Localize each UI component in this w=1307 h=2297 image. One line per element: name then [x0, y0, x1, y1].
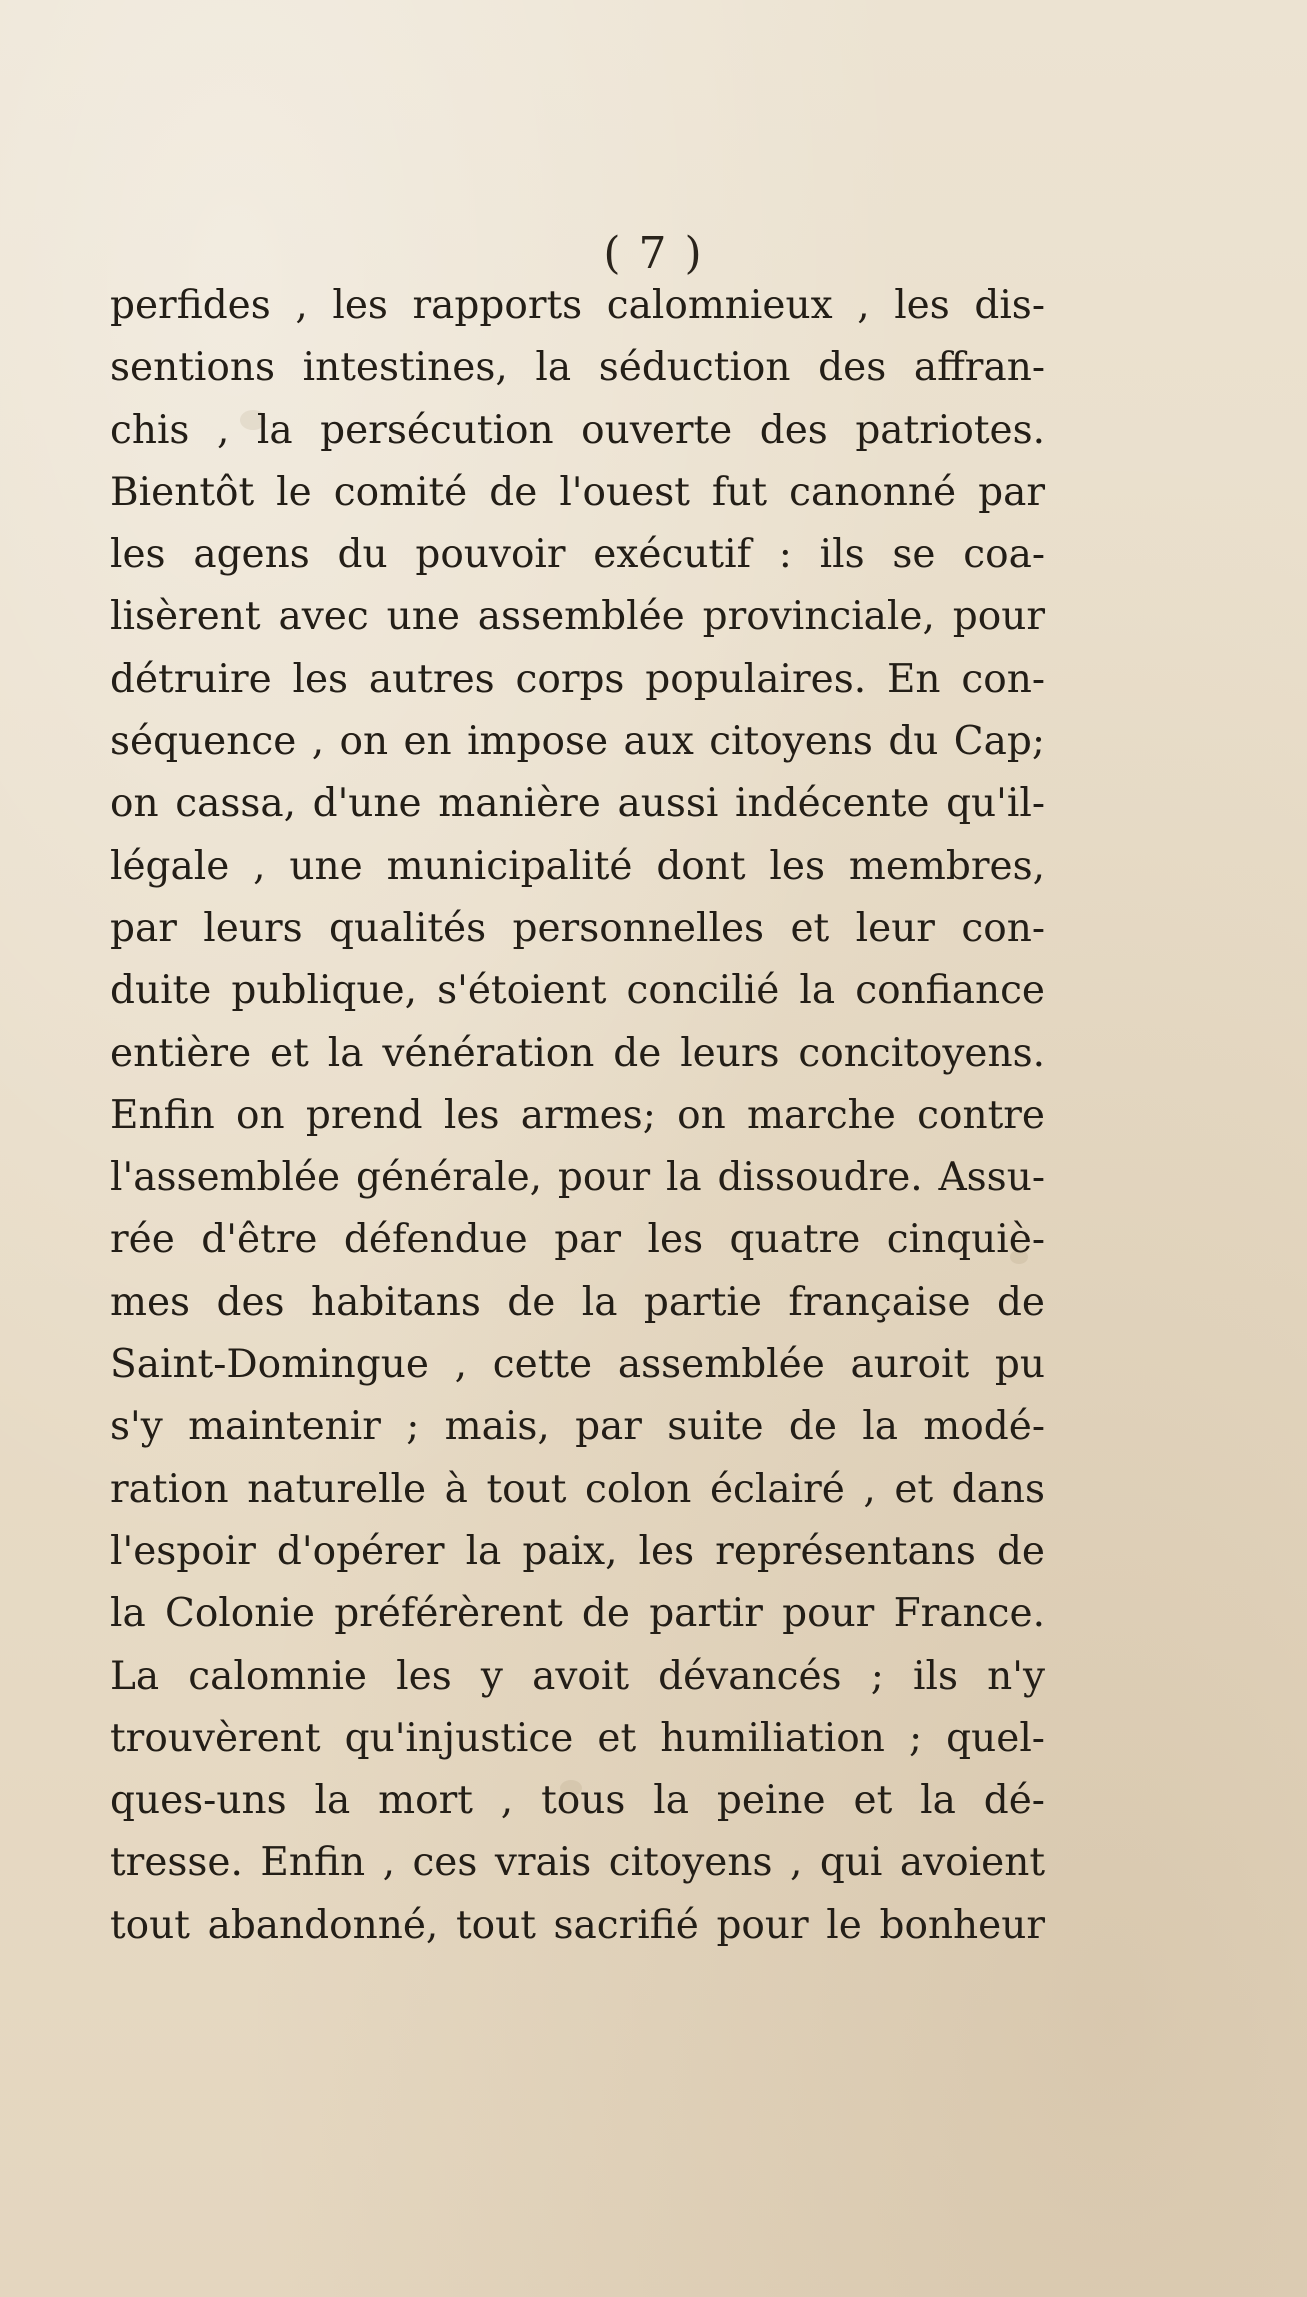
text-line: sentions intestines, la séduction des affran-	[110, 345, 1045, 391]
text-line: La calomnie les y avoit dévancés ; ils n'y	[110, 1653, 1045, 1699]
text-line: par leurs qualités personnelles et leur con-	[110, 905, 1045, 951]
text-line: tout abandonné, tout sacrifié pour le bonheur	[110, 1902, 1045, 1948]
text-line: séquence , on en impose aux citoyens du Cap;	[110, 719, 1045, 765]
text-line: entière et la vénération de leurs concitoyens.	[110, 1030, 1045, 1076]
text-line: tresse. Enfin , ces vrais citoyens , qui avoient	[110, 1840, 1045, 1886]
text-line: on cassa, d'une manière aussi indécente qu'il-	[110, 781, 1045, 827]
text-line: légale , une municipalité dont les membres,	[110, 843, 1045, 889]
text-line: la Colonie préférèrent de partir pour France.	[110, 1591, 1045, 1637]
text-line: Bientôt le comité de l'ouest fut canonné par	[110, 469, 1045, 515]
text-line: les agens du pouvoir exécutif : ils se coa-	[110, 532, 1045, 578]
text-line: rée d'être défendue par les quatre cinquiè-	[110, 1217, 1045, 1263]
text-line: ques-uns la mort , tous la peine et la dé-	[110, 1778, 1045, 1824]
text-line: détruire les autres corps populaires. En con-	[110, 656, 1045, 702]
text-line: ration naturelle à tout colon éclairé , et dans	[110, 1466, 1045, 1512]
text-line: duite publique, s'étoient concilié la confiance	[110, 968, 1045, 1014]
text-line: chis , la persécution ouverte des patriotes.	[110, 407, 1045, 453]
text-line: mes des habitans de la partie française de	[110, 1279, 1045, 1325]
text-line: trouvèrent qu'injustice et humiliation ; quel-	[110, 1715, 1045, 1761]
page-number: ( 7 )	[603, 228, 704, 279]
text-line: perfides , les rapports calomnieux , les dis-	[110, 283, 1045, 328]
text-line: Saint-Domingue , cette assemblée auroit pu	[110, 1342, 1045, 1388]
text-line: s'y maintenir ; mais, par suite de la modé-	[110, 1404, 1045, 1450]
text-line: l'espoir d'opérer la paix, les représentans de	[110, 1528, 1045, 1574]
text-line: lisèrent avec une assemblée provinciale, pour	[110, 594, 1045, 640]
body-text	[110, 275, 1045, 1957]
text-line: l'assemblée générale, pour la dissoudre. Assu-	[110, 1155, 1045, 1201]
text-line: Enfin on prend les armes; on marche contre	[110, 1092, 1045, 1138]
